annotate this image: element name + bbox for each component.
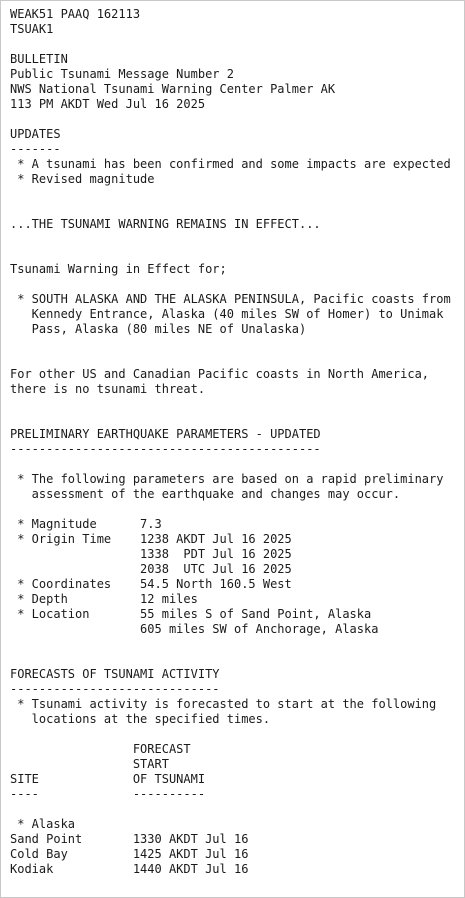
text-line: Kodiak 1440 AKDT Jul 16: [10, 862, 249, 876]
text-line: [10, 727, 451, 742]
text-line: Tsunami Warning in Effect for;: [10, 262, 227, 276]
text-line: * Coordinates 54.5 North 160.5 West: [10, 577, 292, 591]
text-line: ---- ----------: [10, 787, 206, 801]
text-line: [10, 502, 451, 517]
text-line: -------: [10, 142, 61, 156]
text-line: 605 miles SW of Anchorage, Alaska: [10, 622, 379, 636]
text-line: SITE OF TSUNAMI: [10, 772, 206, 786]
text-line: locations at the specified times.: [10, 712, 271, 726]
text-line: * Alaska: [10, 817, 76, 831]
text-line: 113 PM AKDT Wed Jul 16 2025: [10, 97, 206, 111]
text-line: [10, 37, 451, 52]
text-line: * Magnitude 7.3: [10, 517, 162, 531]
text-line: [10, 232, 451, 247]
text-line: * Tsunami activity is forecasted to start at the following: [10, 697, 437, 711]
text-line: Kennedy Entrance, Alaska (40 miles SW of Homer) to Unimak: [10, 307, 444, 321]
text-line: * A tsunami has been confirmed and some impacts are expected: [10, 157, 451, 171]
text-line: -------------------------------------------: [10, 442, 321, 456]
text-line: START: [10, 757, 169, 771]
text-line: * Revised magnitude: [10, 172, 155, 186]
text-line: -----------------------------: [10, 682, 220, 696]
text-line: [10, 187, 451, 202]
text-line: * Location 55 miles S of Sand Point, Alaska: [10, 607, 372, 621]
text-line: * SOUTH ALASKA AND THE ALASKA PENINSULA, Pacific coasts from: [10, 292, 451, 306]
text-line: [10, 247, 451, 262]
text-line: Pass, Alaska (80 miles NE of Unalaska): [10, 322, 307, 336]
text-line: [10, 202, 451, 217]
text-line: [10, 337, 451, 352]
text-line: [10, 637, 451, 652]
text-line: [10, 652, 451, 667]
text-line: [10, 397, 451, 412]
text-line: 1338 PDT Jul 16 2025: [10, 547, 292, 561]
text-line: WEAK51 PAAQ 162113: [10, 7, 141, 21]
text-line: [10, 352, 451, 367]
text-line: * The following parameters are based on a rapid preliminary: [10, 472, 444, 486]
text-line: BULLETIN: [10, 52, 68, 66]
text-line: FORECASTS OF TSUNAMI ACTIVITY: [10, 667, 220, 681]
text-line: [10, 277, 451, 292]
text-line: * Depth 12 miles: [10, 592, 198, 606]
text-line: Public Tsunami Message Number 2: [10, 67, 234, 81]
text-line: ...THE TSUNAMI WARNING REMAINS IN EFFECT...: [10, 217, 321, 231]
text-line: NWS National Tsunami Warning Center Palmer AK: [10, 82, 336, 96]
text-line: UPDATES: [10, 127, 61, 141]
text-line: Cold Bay 1425 AKDT Jul 16: [10, 847, 249, 861]
text-line: PRELIMINARY EARTHQUAKE PARAMETERS - UPDATED: [10, 427, 321, 441]
text-line: Sand Point 1330 AKDT Jul 16: [10, 832, 249, 846]
text-line: [10, 112, 451, 127]
text-line: assessment of the earthquake and changes may occur.: [10, 487, 401, 501]
text-line: [10, 412, 451, 427]
bulletin-text: [10, 7, 451, 877]
text-line: 2038 UTC Jul 16 2025: [10, 562, 292, 576]
text-line: For other US and Canadian Pacific coasts in North America,: [10, 367, 430, 381]
text-line: there is no tsunami threat.: [10, 382, 206, 396]
text-line: FORECAST: [10, 742, 191, 756]
text-line: [10, 457, 451, 472]
text-line: [10, 802, 451, 817]
text-line: TSUAK1: [10, 22, 54, 36]
text-line: * Origin Time 1238 AKDT Jul 16 2025: [10, 532, 292, 546]
